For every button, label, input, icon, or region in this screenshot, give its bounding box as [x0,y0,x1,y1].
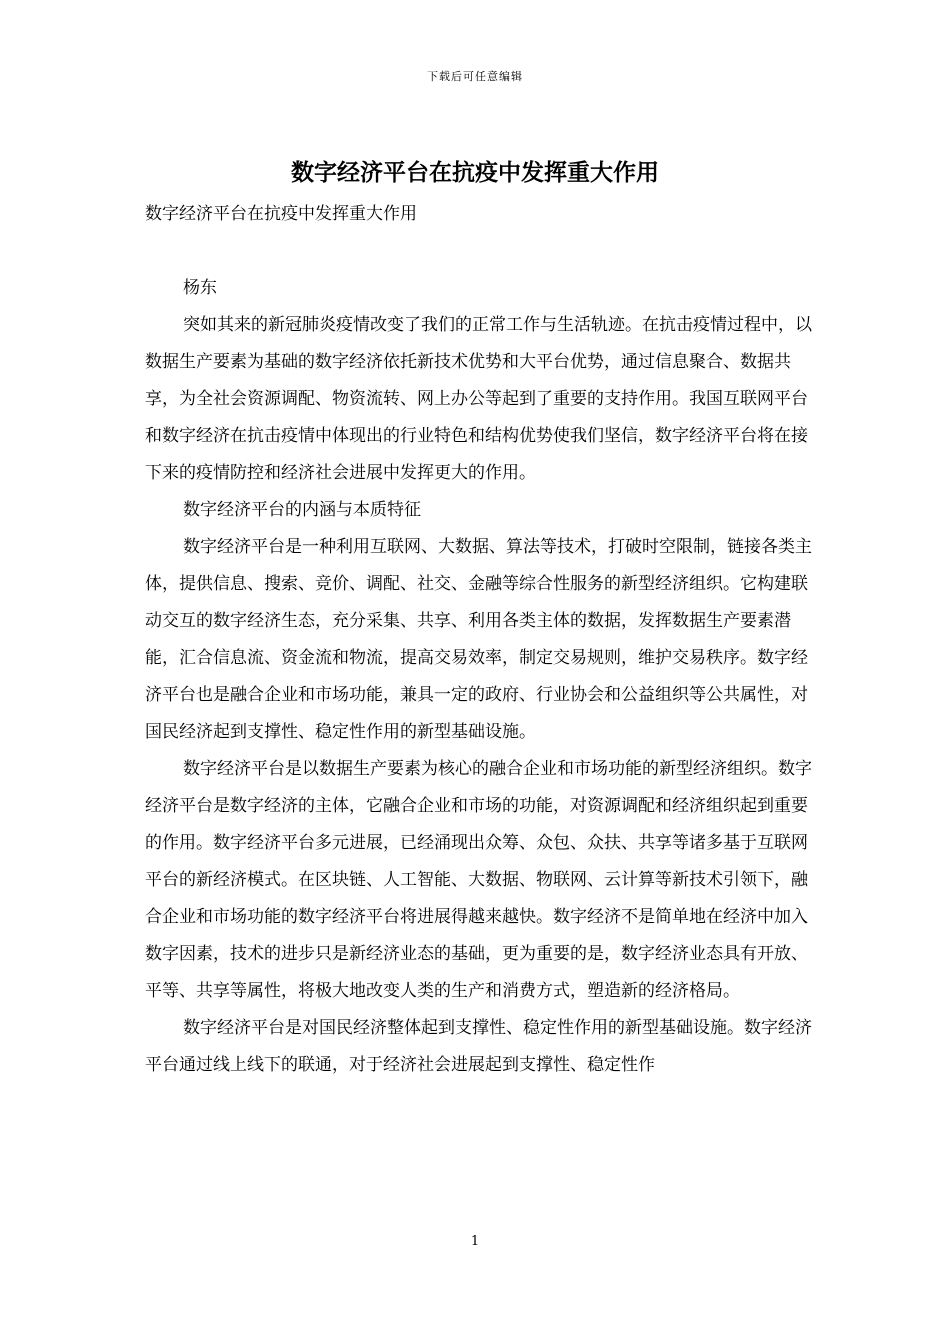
document-body [145,196,815,1084]
page-header: 下载后可任意编辑 [427,70,523,83]
author: 杨东 [183,278,217,298]
paragraph-intro: 突如其来的新冠肺炎疫情改变了我们的正常工作与生活轨迹。在抗击疫情过程中，以数据生产要素为基础的数字经济依托新技术优势和大平台优势，通过信息聚合、数据共享，为全社会资源调配、物资流转、网上办公等起到了重要的支持作用。我国互联网平台和数字经济在抗击疫情中体现出的行业特色和结构优势使我们坚信，数字经济平台将在接下来的疫情防控和经济社会进展中发挥更大的作用。 [145,315,812,483]
blank-line [145,233,815,270]
paragraph-definition: 数字经济平台是一种利用互联网、大数据、算法等技术，打破时空限制，链接各类主体，提供信息、搜索、竞价、调配、社交、金融等综合性服务的新型经济组织。它构建联动交互的数字经济生态，充分采集、共享、利用各类主体的数据，发挥数据生产要素潜能，汇合信息流、资金流和物流，提高交易效率，制定交易规则，维护交易秩序。数字经济平台也是融合企业和市场功能，兼具一定的政府、行业协会和公益组织等公共属性，对国民经济起到支撑性、稳定性作用的新型基础设施。 [145,537,812,742]
paragraph-infrastructure: 数字经济平台是对国民经济整体起到支撑性、稳定性作用的新型基础设施。数字经济平台通过线上线下的联通，对于经济社会进展起到支撑性、稳定性作 [145,1018,812,1075]
subtitle: 数字经济平台在抗疫中发挥重大作用 [145,204,417,224]
section-heading: 数字经济平台的内涵与本质特征 [183,500,421,520]
paragraph-economic-organization: 数字经济平台是以数据生产要素为核心的融合企业和市场功能的新型经济组织。数字经济平台是数字经济的主体，它融合企业和市场的功能，对资源调配和经济组织起到重要的作用。数字经济平台多元进展，已经涌现出众筹、众包、众扶、共享等诸多基于互联网平台的新经济模式。在区块链、人工智能、大数据、物联网、云计算等新技术引领下，融合企业和市场功能的数字经济平台将进展得越来越快。数字经济不是简单地在经济中加入数字因素，技术的进步只是新经济业态的基础，更为重要的是，数字经济业态具有开放、平等、共享等属性，将极大地改变人类的生产和消费方式，塑造新的经济格局。 [145,759,812,1001]
page-number: 1 [470,1234,480,1249]
document-title: 数字经济平台在抗疫中发挥重大作用 [291,160,659,186]
